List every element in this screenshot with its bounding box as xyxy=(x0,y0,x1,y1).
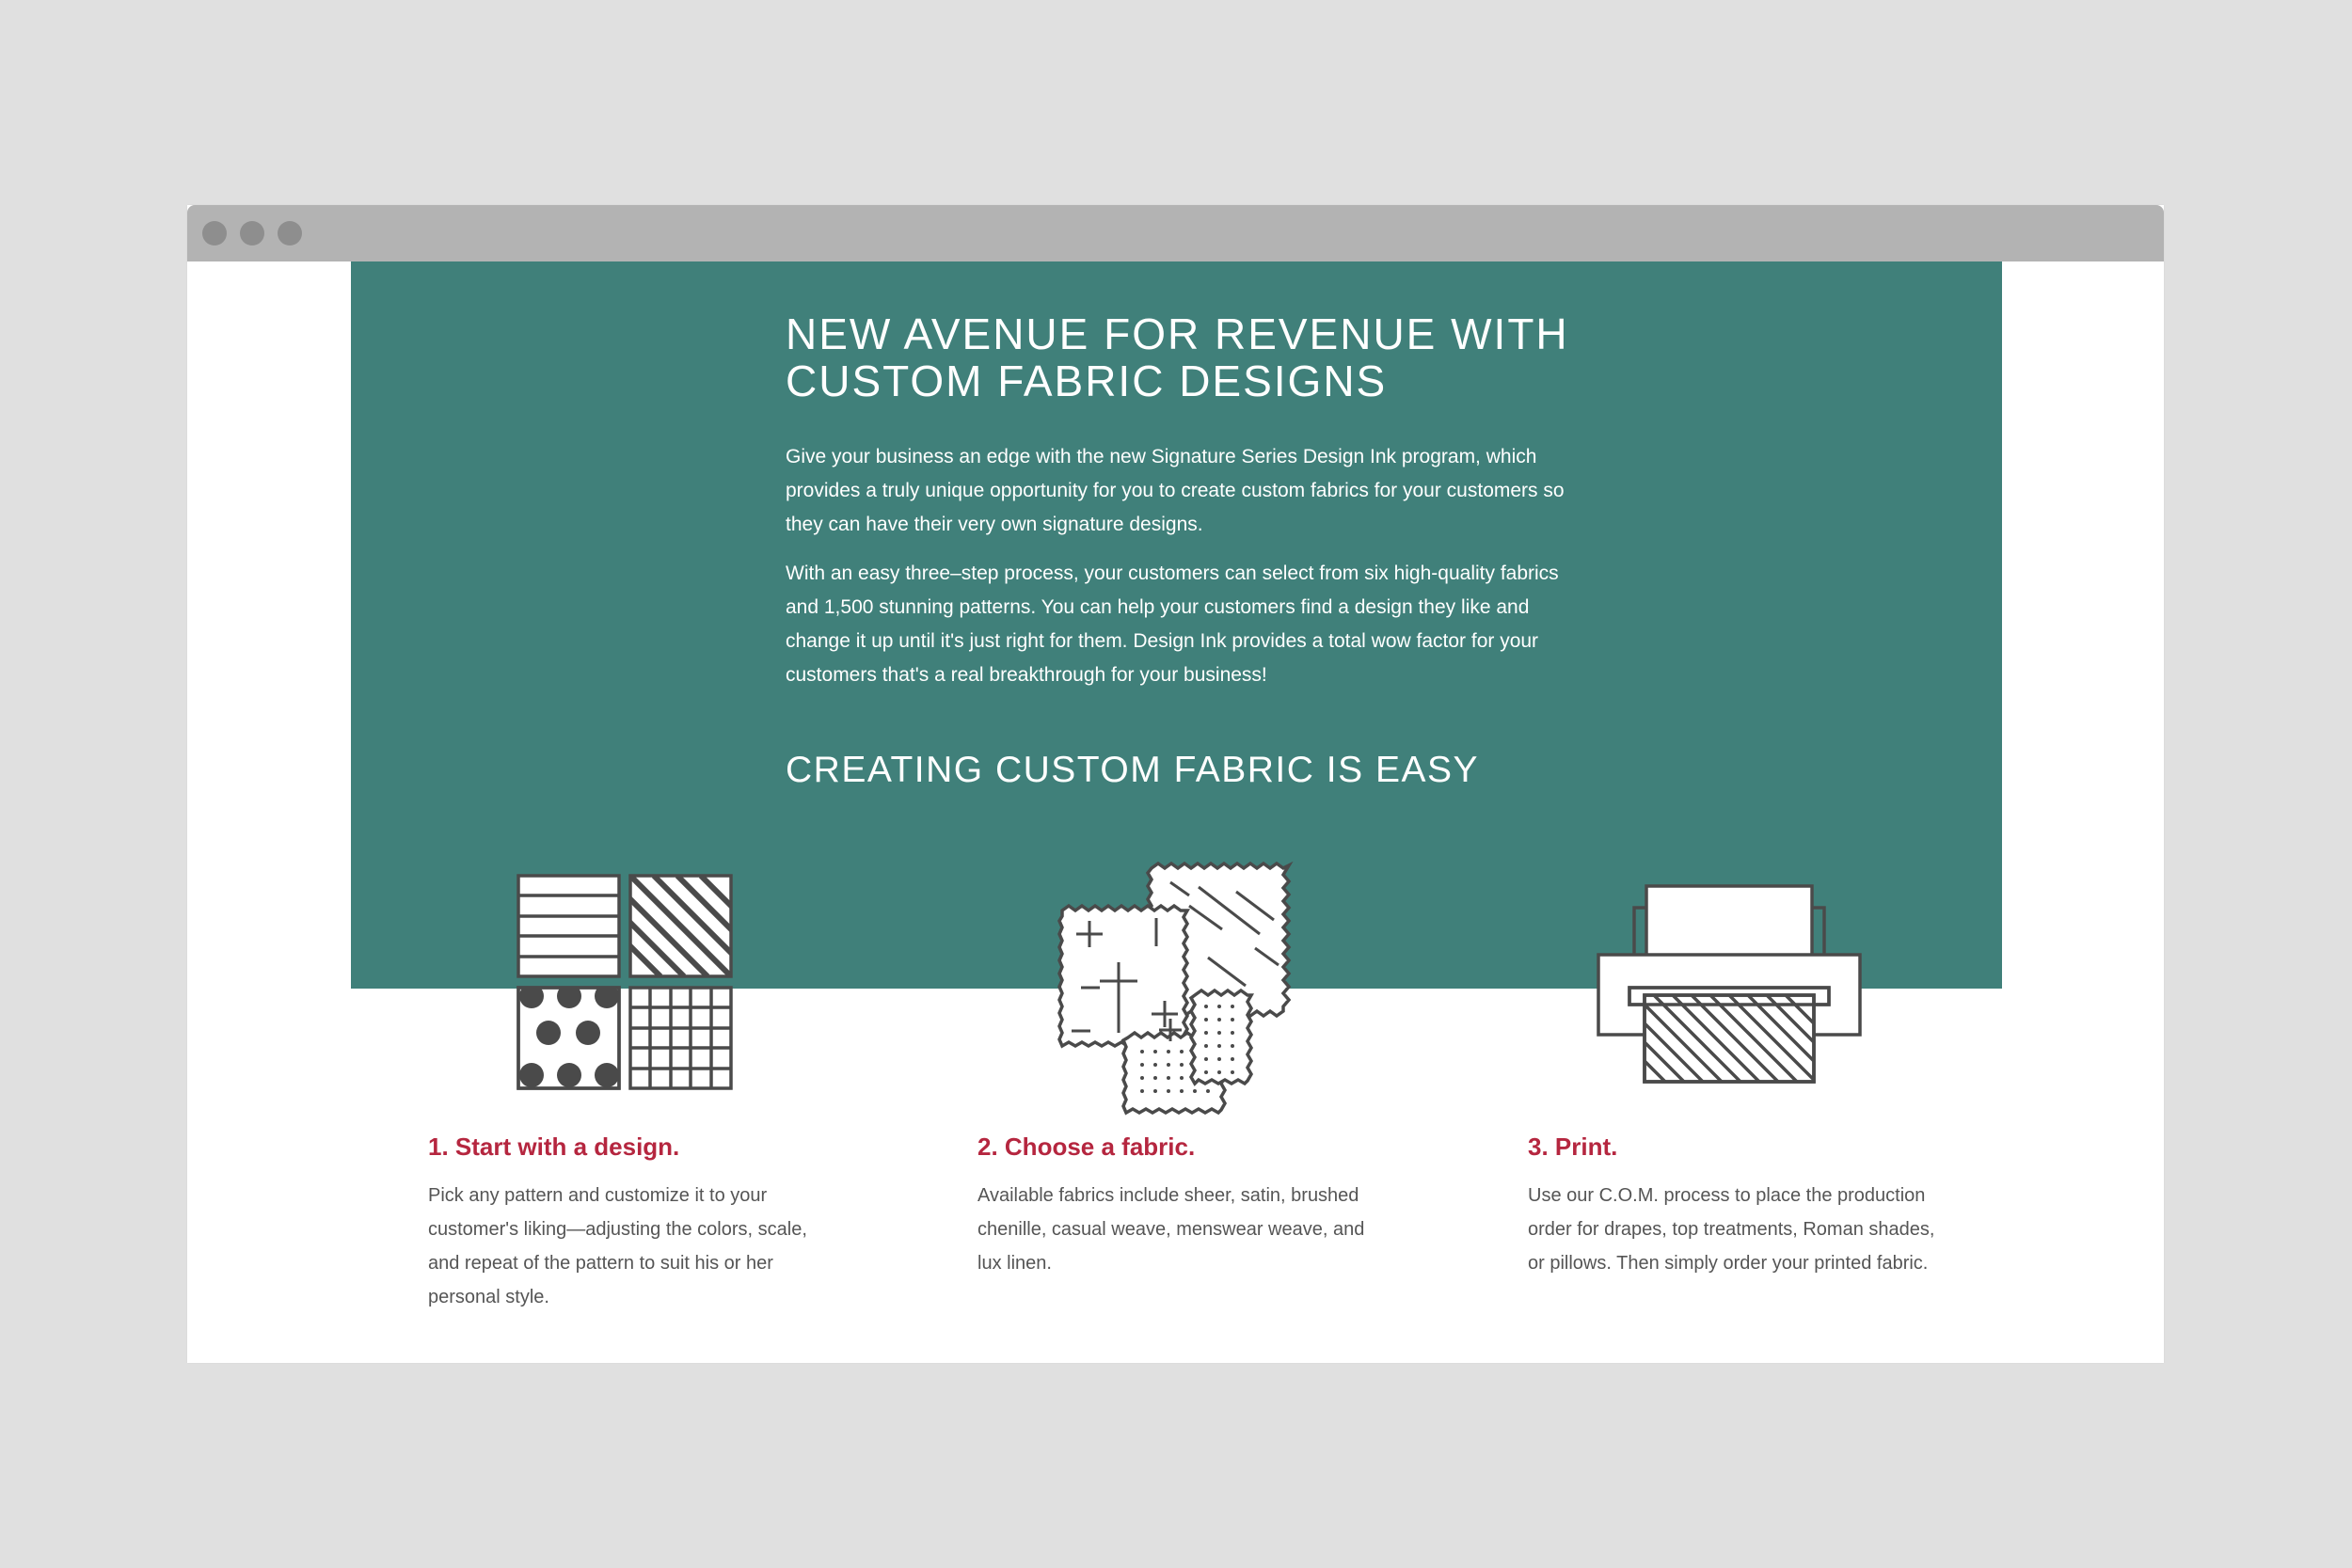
step-1 xyxy=(428,1132,842,1314)
printer-icon xyxy=(1597,884,1869,1101)
section-subtitle: CREATING CUSTOM FABRIC IS EASY xyxy=(786,750,1480,790)
step-2 xyxy=(977,1132,1391,1280)
page-title: NEW AVENUE FOR REVENUE WITH CUSTOM FABRIC DESIGNS xyxy=(786,309,1569,405)
fabric-swatches-icon xyxy=(1057,863,1293,1117)
window-dot-icon[interactable] xyxy=(240,221,264,245)
step-description: Use our C.O.M. process to place the production order for drapes, top treatments, Roman shades, or pillows. Then simply order your printed fabric. xyxy=(1528,1185,1935,1274)
step-title: 2. Choose a fabric. xyxy=(977,1132,1196,1161)
intro-paragraph: Give your business an edge with the new Signature Series Design Ink program, which provides a truly unique opportunity for you to create custom fabrics for your customers so they can have their very own signature designs. xyxy=(786,446,1565,535)
step-title: 3. Print. xyxy=(1528,1132,1618,1161)
window-titlebar xyxy=(187,205,2164,261)
browser-window xyxy=(187,205,2164,1363)
step-title: 1. Start with a design. xyxy=(428,1132,680,1161)
window-dot-icon[interactable] xyxy=(278,221,302,245)
step-3 xyxy=(1528,1132,1942,1280)
pattern-grid-icon xyxy=(518,876,735,1092)
window-dot-icon[interactable] xyxy=(202,221,227,245)
process-paragraph: With an easy three–step process, your customers can select from six high-quality fabrics and 1,500 stunning patterns. You can help your customers find a design they like and change it up until it's just right for them. Design Ink provides a total wow factor for your customers that's a real breakthrough for your business! xyxy=(786,562,1559,686)
step-description: Pick any pattern and customize it to your customer's liking—adjusting the colors, scale, and repeat of the pattern to suit his or her personal style. xyxy=(428,1185,807,1307)
step-description: Available fabrics include sheer, satin, brushed chenille, casual weave, menswear weave, and lux linen. xyxy=(977,1185,1365,1274)
